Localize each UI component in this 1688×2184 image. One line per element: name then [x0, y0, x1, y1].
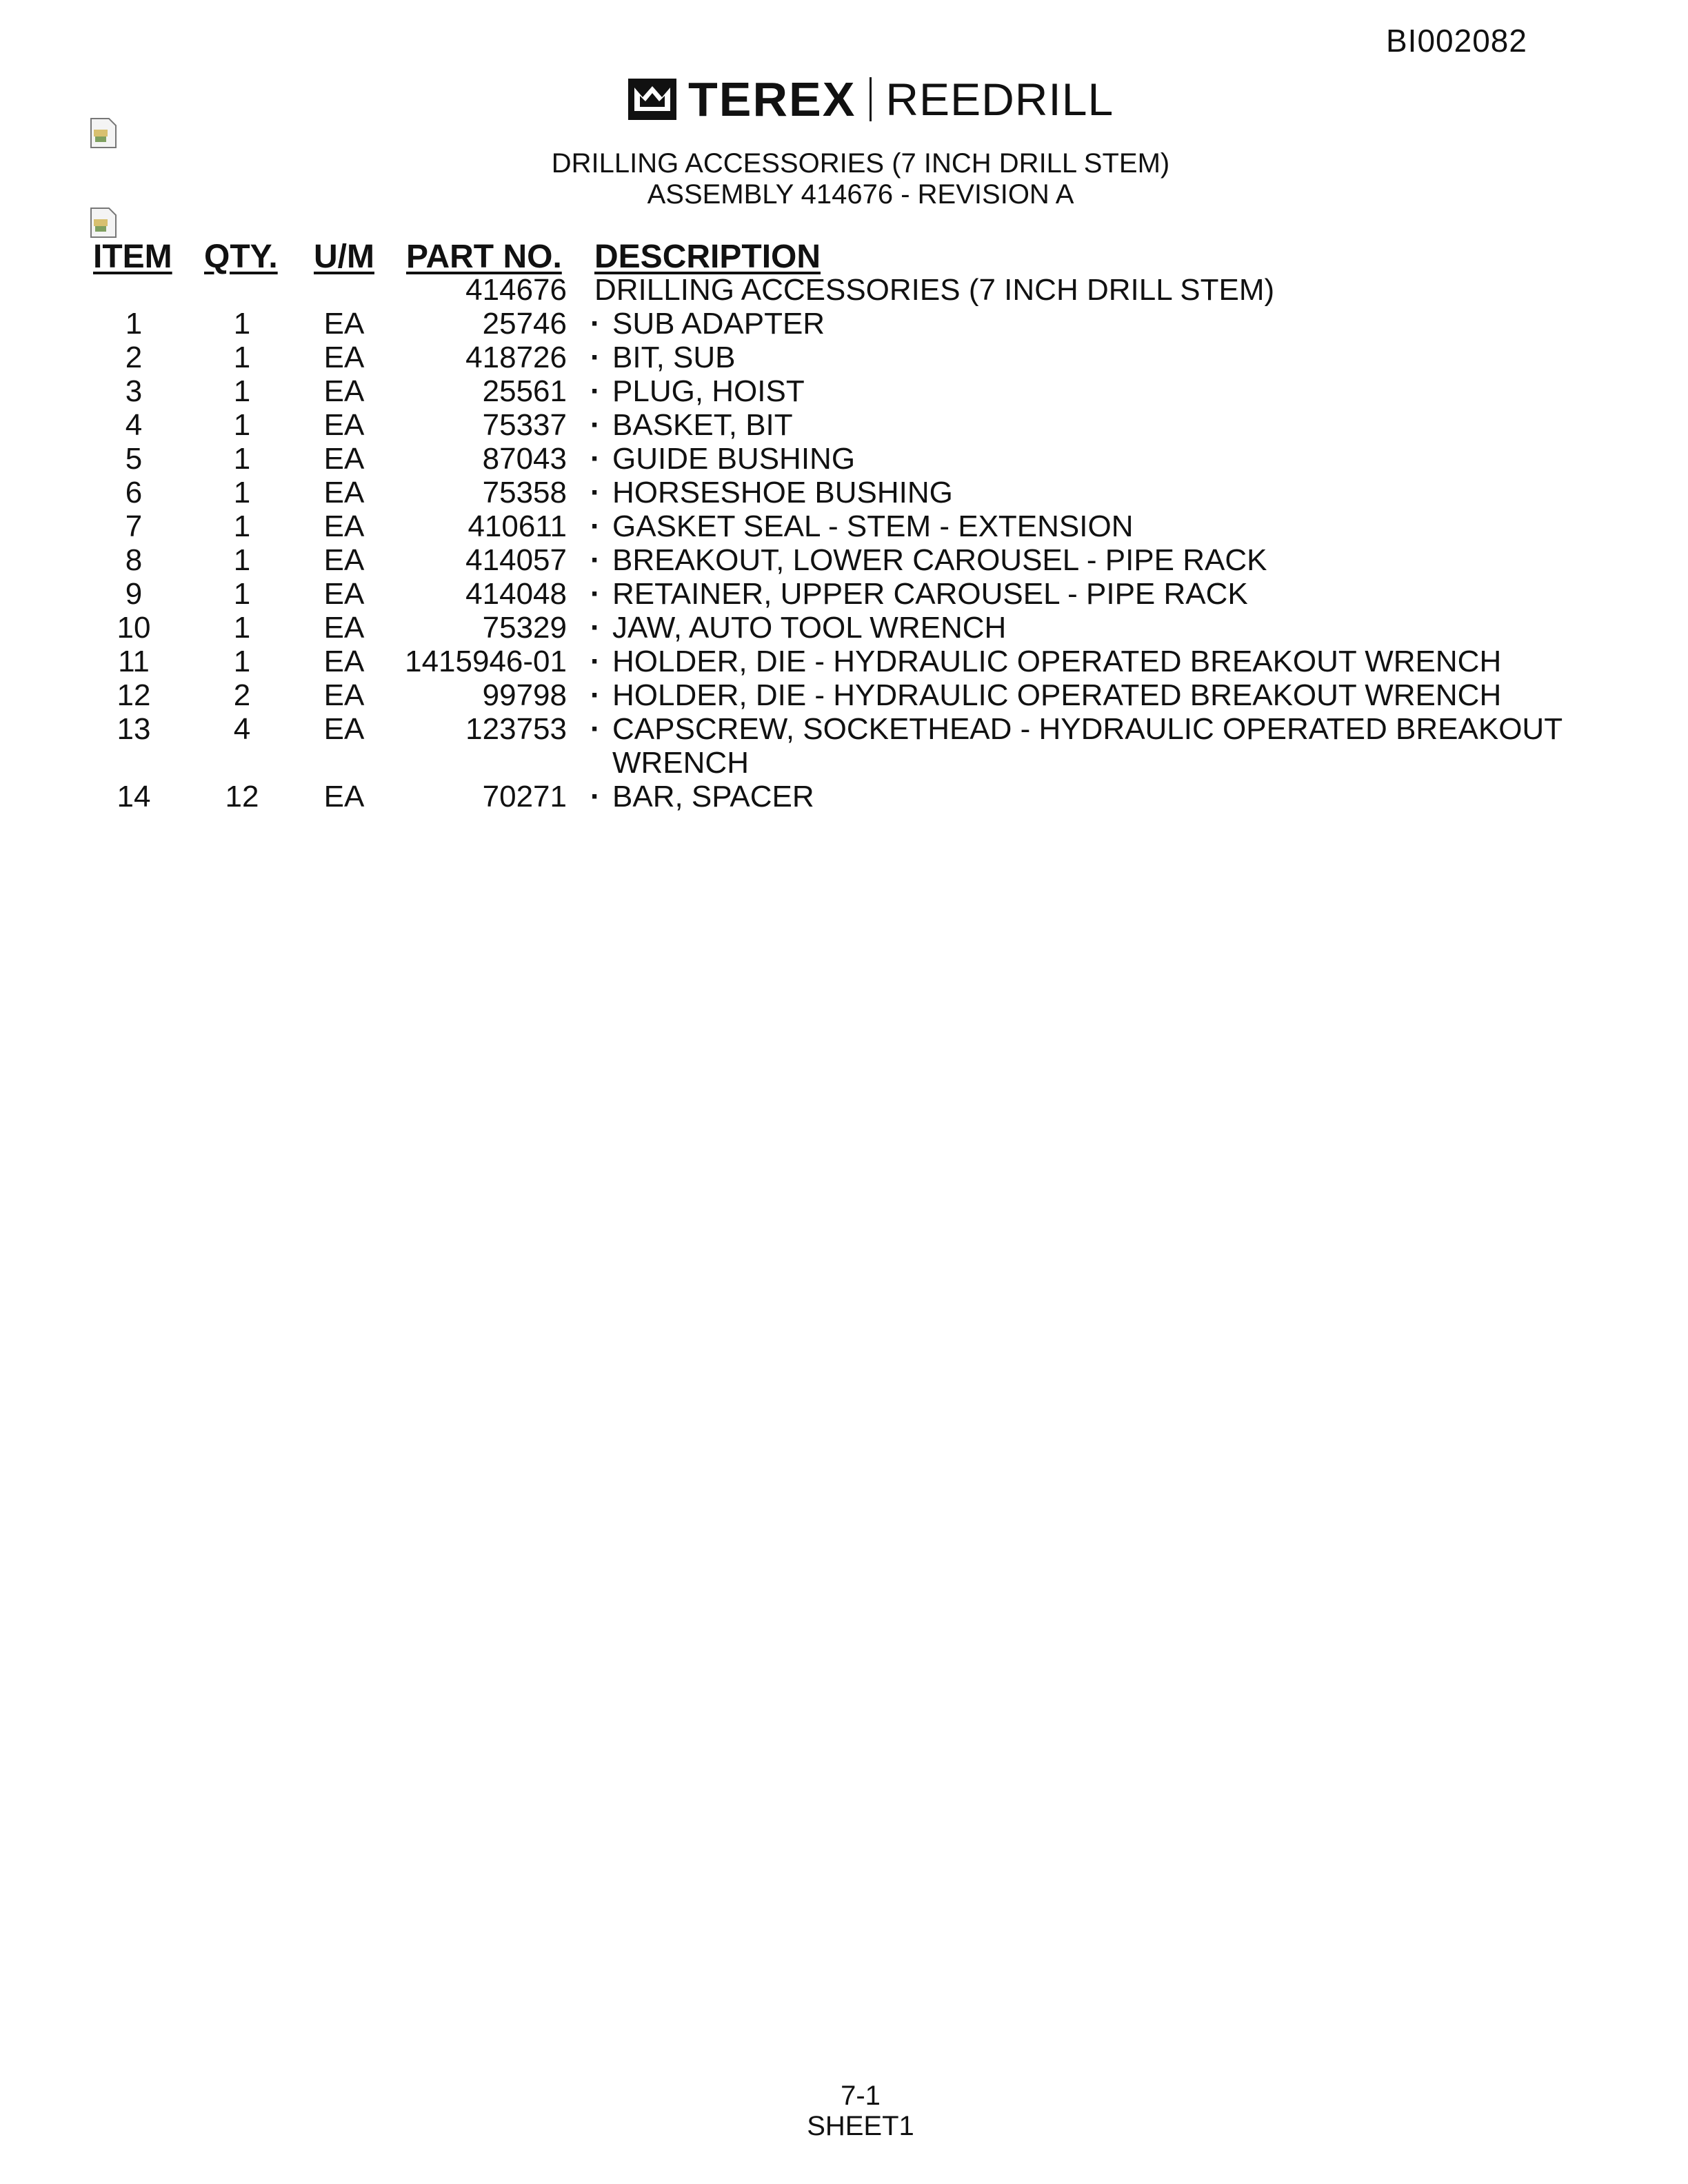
quantity: 1	[233, 374, 251, 408]
indent-bullet: ·	[590, 442, 601, 476]
table-row	[0, 645, 1688, 678]
item-number: 12	[117, 678, 151, 712]
part-no: 25746	[482, 307, 567, 341]
page-number: 7-1	[841, 2081, 881, 2111]
assembly-revision: ASSEMBLY 414676 - REVISION A	[647, 179, 1074, 210]
item-number: 3	[125, 374, 143, 408]
table-row	[0, 509, 1688, 543]
quantity: 1	[233, 341, 251, 374]
item-number: 4	[125, 408, 143, 442]
table-row	[0, 780, 1688, 813]
indent-bullet: ·	[590, 712, 601, 746]
unit-of-measure: EA	[323, 645, 365, 678]
unit-of-measure: EA	[323, 408, 365, 442]
part-no: 70271	[482, 780, 567, 813]
description: RETAINER, UPPER CAROUSEL - PIPE RACK	[612, 577, 1248, 611]
table-row	[0, 611, 1688, 645]
indent-bullet: ·	[590, 780, 601, 813]
item-number: 9	[125, 577, 143, 611]
table-row	[0, 577, 1688, 611]
table-header	[0, 238, 1688, 275]
document-id: BI002082	[1386, 23, 1527, 59]
indent-bullet: ·	[590, 408, 601, 442]
part-no: 75329	[482, 611, 567, 645]
item-number: 7	[125, 509, 143, 543]
description: DRILLING ACCESSORIES (7 INCH DRILL STEM)	[594, 273, 1275, 307]
part-no: 414057	[465, 543, 567, 577]
unit-of-measure: EA	[323, 307, 365, 341]
unit-of-measure: EA	[323, 509, 365, 543]
unit-of-measure: EA	[323, 678, 365, 712]
description: BIT, SUB	[612, 341, 736, 374]
table-row	[0, 442, 1688, 476]
description: GUIDE BUSHING	[612, 442, 856, 476]
part-no: 123753	[465, 712, 567, 746]
quantity: 2	[233, 678, 251, 712]
unit-of-measure: EA	[323, 476, 365, 509]
indent-bullet: ·	[590, 307, 601, 341]
part-no: 75358	[482, 476, 567, 509]
indent-bullet: ·	[590, 645, 601, 678]
indent-bullet: ·	[590, 543, 601, 577]
item-number: 1	[125, 307, 143, 341]
quantity: 1	[233, 442, 251, 476]
unit-of-measure: EA	[323, 442, 365, 476]
quantity: 1	[233, 307, 251, 341]
table-row	[0, 678, 1688, 712]
part-no: 414048	[465, 577, 567, 611]
table-row	[0, 476, 1688, 509]
top-assembly-row	[0, 273, 1688, 307]
terex-reedrill-logo	[627, 74, 1114, 124]
logo-sub-text: REEDRILL	[885, 74, 1114, 125]
description-continuation: WRENCH	[612, 746, 749, 780]
header-part-no: PART NO.	[406, 239, 562, 275]
unit-of-measure: EA	[323, 374, 365, 408]
unit-of-measure: EA	[323, 341, 365, 374]
table-row	[0, 543, 1688, 577]
description: PLUG, HOIST	[612, 374, 805, 408]
header-item: ITEM	[93, 239, 172, 275]
item-number: 13	[117, 712, 151, 746]
document-link-icon[interactable]	[90, 117, 117, 149]
table-row	[0, 307, 1688, 341]
quantity: 12	[225, 780, 259, 813]
quantity: 1	[233, 408, 251, 442]
description: HORSESHOE BUSHING	[612, 476, 953, 509]
header-um: U/M	[314, 239, 374, 275]
part-no: 414676	[465, 273, 567, 307]
item-number: 8	[125, 543, 143, 577]
indent-bullet: ·	[590, 577, 601, 611]
item-number: 10	[117, 611, 151, 645]
part-no: 1415946-01	[405, 645, 567, 678]
part-no: 418726	[465, 341, 567, 374]
quantity: 4	[233, 712, 251, 746]
part-no: 87043	[482, 442, 567, 476]
logo-divider	[870, 77, 872, 121]
table-row	[0, 712, 1688, 746]
table-row-continuation	[0, 746, 1688, 780]
unit-of-measure: EA	[323, 611, 365, 645]
item-number: 6	[125, 476, 143, 509]
quantity: 1	[233, 611, 251, 645]
part-no: 75337	[482, 408, 567, 442]
indent-bullet: ·	[590, 341, 601, 374]
document-link-icon[interactable]	[90, 207, 117, 239]
table-row	[0, 341, 1688, 374]
description: HOLDER, DIE - HYDRAULIC OPERATED BREAKOUT WRENCH	[612, 678, 1502, 712]
header-qty: QTY.	[204, 239, 278, 275]
quantity: 1	[233, 645, 251, 678]
indent-bullet: ·	[590, 678, 601, 712]
indent-bullet: ·	[590, 374, 601, 408]
table-row	[0, 408, 1688, 442]
description: CAPSCREW, SOCKETHEAD - HYDRAULIC OPERATED BREAKOUT	[612, 712, 1563, 746]
description: JAW, AUTO TOOL WRENCH	[612, 611, 1007, 645]
description: HOLDER, DIE - HYDRAULIC OPERATED BREAKOUT WRENCH	[612, 645, 1502, 678]
table-row	[0, 374, 1688, 408]
unit-of-measure: EA	[323, 543, 365, 577]
part-no: 25561	[482, 374, 567, 408]
description: BAR, SPACER	[612, 780, 814, 813]
document-title: DRILLING ACCESSORIES (7 INCH DRILL STEM)	[551, 148, 1170, 179]
description: GASKET SEAL - STEM - EXTENSION	[612, 509, 1134, 543]
item-number: 2	[125, 341, 143, 374]
item-number: 5	[125, 442, 143, 476]
item-number: 11	[118, 645, 150, 678]
description: BREAKOUT, LOWER CAROUSEL - PIPE RACK	[612, 543, 1267, 577]
indent-bullet: ·	[590, 611, 601, 645]
unit-of-measure: EA	[323, 577, 365, 611]
quantity: 1	[233, 476, 251, 509]
part-no: 99798	[482, 678, 567, 712]
quantity: 1	[233, 509, 251, 543]
header-description: DESCRIPTION	[594, 239, 821, 275]
description: BASKET, BIT	[612, 408, 793, 442]
quantity: 1	[233, 543, 251, 577]
indent-bullet: ·	[590, 476, 601, 509]
description: SUB ADAPTER	[612, 307, 825, 341]
unit-of-measure: EA	[323, 712, 365, 746]
item-number: 14	[117, 780, 151, 813]
logo-brand-text: TEREX	[688, 72, 856, 126]
indent-bullet: ·	[590, 509, 601, 543]
quantity: 1	[233, 577, 251, 611]
unit-of-measure: EA	[323, 780, 365, 813]
sheet-name: SHEET1	[807, 2111, 914, 2141]
part-no: 410611	[468, 509, 567, 543]
terex-crown-logo-icon	[627, 78, 677, 121]
